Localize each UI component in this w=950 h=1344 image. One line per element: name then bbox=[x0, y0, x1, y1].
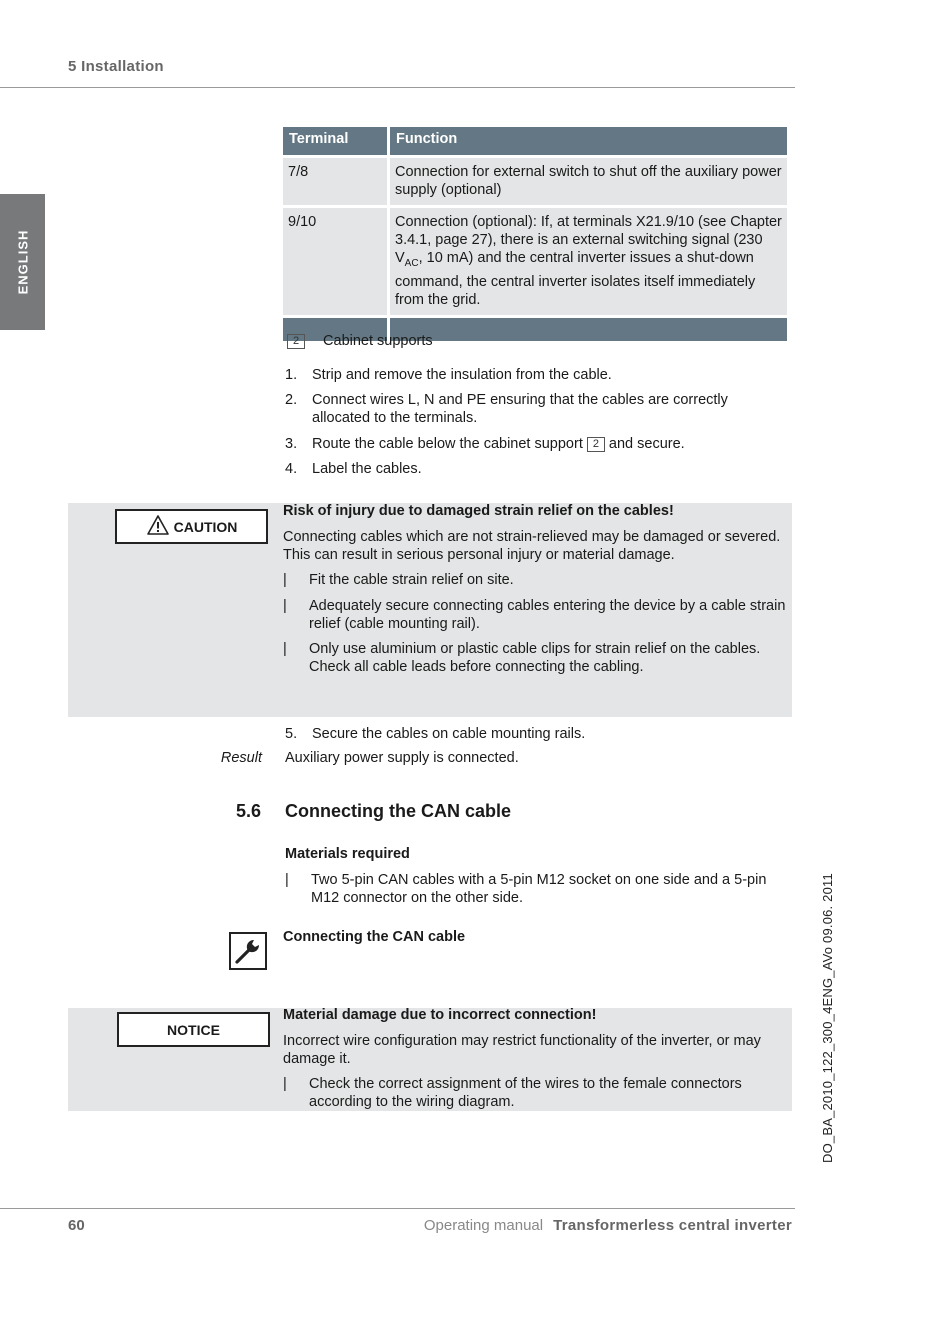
step-item bbox=[285, 435, 785, 453]
column-header-terminal: Terminal bbox=[283, 127, 387, 155]
function-text-part: Connection (optional): If, at terminals X21.9/10 (see Chapter 3.4.1, page 27), there is an external switching signal (230 V bbox=[395, 214, 782, 266]
header-rule bbox=[0, 87, 795, 88]
section-number: 5.6 bbox=[236, 801, 262, 821]
step-number: 4. bbox=[285, 461, 298, 477]
caution-body: Connecting cables which are not strain-relieved may be damaged or severed. This can result in serious personal injury or material damage. bbox=[283, 529, 781, 563]
bullet-text: Check the correct assignment of the wires to the female connectors according to the wiring diagram. bbox=[309, 1076, 742, 1110]
table-row bbox=[283, 208, 787, 315]
notice-bullet bbox=[283, 1075, 788, 1111]
materials-heading: Materials required bbox=[285, 846, 410, 862]
cell-function: Connection for external switch to shut off the auxiliary power supply (optional) bbox=[390, 158, 787, 205]
footer-rule bbox=[0, 1208, 795, 1209]
bullet-text: Only use aluminium or plastic cable clips for strain relief on the cables. Check all cable leads before connecting the cabling. bbox=[309, 641, 761, 675]
procedure-heading: Connecting the CAN cable bbox=[283, 929, 466, 945]
step-item bbox=[285, 366, 785, 384]
caution-title: Risk of injury due to damaged strain relief on the cables! bbox=[283, 503, 674, 519]
section-title: Connecting the CAN cable bbox=[285, 801, 512, 821]
step-item bbox=[285, 725, 785, 743]
step-text bbox=[312, 435, 785, 453]
caution-sign bbox=[115, 509, 268, 544]
bullet-text: Adequately secure connecting cables entering the device by a cable strain relief (cable mounting rail). bbox=[309, 598, 786, 632]
step-text-part: Route the cable below the cabinet support bbox=[312, 436, 583, 452]
footer-cell bbox=[390, 318, 787, 341]
step-text: Strip and remove the insulation from the cable. bbox=[312, 367, 612, 383]
wrench-icon bbox=[231, 934, 265, 968]
table-row bbox=[283, 158, 787, 205]
step-number: 2. bbox=[285, 392, 298, 408]
footer-doc-type: Operating manual bbox=[423, 1217, 544, 1234]
notice-sign bbox=[117, 1012, 270, 1047]
caution-label: CAUTION bbox=[173, 518, 238, 535]
step-number: 1. bbox=[285, 367, 298, 383]
function-subscript: AC bbox=[404, 257, 419, 269]
bullet-text: Two 5-pin CAN cables with a 5-pin M12 socket on one side and a 5-pin M12 connector on the other side. bbox=[311, 872, 767, 906]
legend-label: Cabinet supports bbox=[323, 333, 433, 349]
notice-title: Material damage due to incorrect connection! bbox=[283, 1007, 597, 1023]
running-header: 5 Installation bbox=[68, 58, 164, 75]
materials-bullet bbox=[285, 871, 790, 907]
caution-bullet bbox=[283, 571, 788, 589]
cell-terminal: 9/10 bbox=[283, 208, 387, 315]
step-item bbox=[285, 391, 785, 427]
cabinet-support-ref: 2 bbox=[587, 437, 605, 452]
footer-product: Transformerless central inverter bbox=[553, 1217, 792, 1234]
procedure-box bbox=[229, 932, 267, 970]
step-number: 3. bbox=[285, 436, 298, 452]
caution-bullet bbox=[283, 597, 788, 633]
step-text: Connect wires L, N and PE ensuring that the cables are correctly allocated to the terminals. bbox=[312, 392, 728, 426]
column-header-function: Function bbox=[390, 127, 787, 155]
step-text: Secure the cables on cable mounting rails. bbox=[312, 726, 586, 742]
step-number: 5. bbox=[285, 726, 298, 742]
legend-item bbox=[287, 332, 433, 350]
step-item bbox=[285, 460, 785, 478]
bullet-text: Fit the cable strain relief on site. bbox=[309, 572, 514, 588]
bullet-mark: | bbox=[283, 598, 287, 614]
cell-terminal: 7/8 bbox=[283, 158, 387, 205]
notice-label: NOTICE bbox=[167, 1021, 220, 1038]
bullet-mark: | bbox=[283, 572, 287, 588]
bullet-mark: | bbox=[283, 1076, 287, 1092]
warning-triangle-icon bbox=[146, 514, 170, 536]
language-tab bbox=[0, 194, 45, 330]
footer-title bbox=[424, 1217, 792, 1234]
caution-bullet bbox=[283, 640, 788, 676]
function-text-part: , 10 mA) and the central inverter issues a shut-down command, the central inverter isolates itself immediately from the grid. bbox=[395, 250, 756, 308]
terminal-table bbox=[280, 124, 790, 344]
notice-body: Incorrect wire configuration may restrict functionality of the inverter, or may damage it. bbox=[283, 1033, 761, 1067]
bullet-mark: | bbox=[283, 641, 287, 657]
result-label: Result bbox=[220, 750, 262, 766]
bullet-mark: | bbox=[285, 872, 289, 888]
result-text: Auxiliary power supply is connected. bbox=[285, 750, 519, 766]
step-text: Label the cables. bbox=[312, 461, 422, 477]
document-code: DO_BA_2010_122_300_4ENG_AVo 09.06. 2011 bbox=[820, 873, 835, 1163]
table-header-row bbox=[283, 127, 787, 155]
cell-function bbox=[390, 208, 787, 315]
page-number: 60 bbox=[68, 1217, 85, 1234]
step-text-part: and secure. bbox=[608, 436, 685, 452]
language-tab-label: ENGLISH bbox=[15, 229, 30, 295]
legend-number: 2 bbox=[287, 334, 305, 349]
